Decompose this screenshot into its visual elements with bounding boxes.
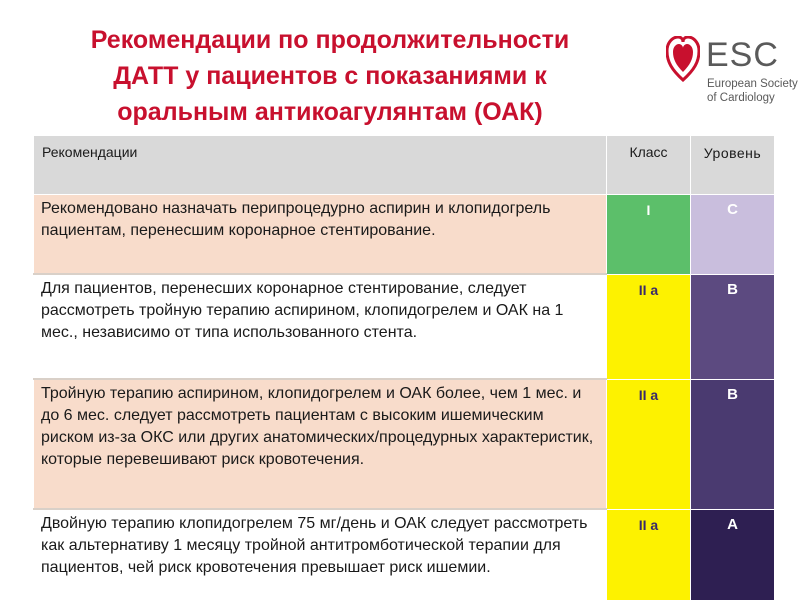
table-row bbox=[34, 379, 775, 509]
slide-title bbox=[40, 22, 620, 130]
class-badge: I bbox=[607, 195, 691, 275]
recommendation-text: Рекомендовано назначать перипроцедурно аспирин и клопидогрель пациентам, перенесшим коронарное стентирование. bbox=[34, 195, 607, 275]
logo-text-line-1: European Society bbox=[707, 78, 798, 90]
level-badge: C bbox=[691, 195, 775, 275]
title-line-3: оральным антикоагулянтам (ОАК) bbox=[117, 98, 543, 126]
class-badge: II a bbox=[607, 509, 691, 600]
level-badge: A bbox=[691, 509, 775, 600]
recommendation-text: Для пациентов, перенесших коронарное стентирование, следует рассмотреть тройную терапию аспирином, клопидогрелем и ОАК на 1 мес., независимо от типа использованного стента. bbox=[34, 274, 607, 379]
header-level bbox=[691, 136, 775, 195]
logo-acronym: ESC bbox=[706, 36, 779, 74]
heart-icon bbox=[666, 36, 700, 82]
table-row bbox=[34, 274, 775, 379]
esc-logo bbox=[666, 36, 796, 106]
table-row bbox=[34, 195, 775, 275]
recommendations-table bbox=[33, 135, 775, 600]
header-recommendations: Рекомендации bbox=[34, 136, 607, 195]
level-badge: B bbox=[691, 379, 775, 509]
logo-text-line-2: of Cardiology bbox=[707, 92, 775, 104]
recommendation-text: Двойную терапию клопидогрелем 75 мг/день и ОАК следует рассмотреть как альтернативу 1 месяцу тройной антитромботической терапии для пациентов, чей риск кровотечения превышает риск ишемии. bbox=[34, 509, 607, 600]
recommendation-text: Тройную терапию аспирином, клопидогрелем и ОАК более, чем 1 мес. и до 6 мес. следует рассмотреть пациентам с высоким ишемическим риском из-за ОКС или других анатомических/процедурных характеристик, которые перевешивают риск кровотечения. bbox=[34, 379, 607, 509]
header-class: Класс bbox=[607, 136, 691, 195]
level-badge: B bbox=[691, 274, 775, 379]
table-row bbox=[34, 509, 775, 600]
table-header-row bbox=[34, 136, 775, 195]
title-line-1: Рекомендации по продолжительности bbox=[90, 26, 570, 54]
title-line-2: ДАТТ у пациентов с показаниями к bbox=[113, 62, 547, 90]
class-badge: II a bbox=[607, 274, 691, 379]
class-badge: II a bbox=[607, 379, 691, 509]
header-level-label: Уровень bbox=[703, 145, 762, 161]
